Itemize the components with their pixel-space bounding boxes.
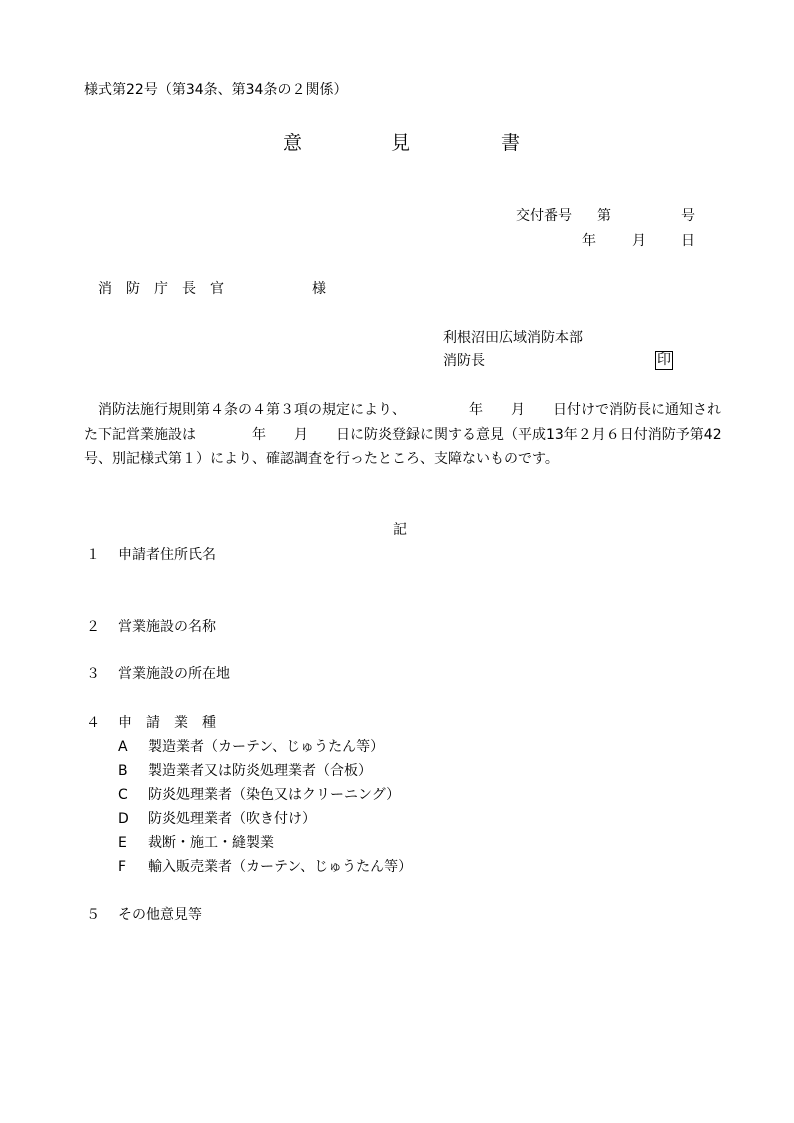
addressee-honorific: 様: [312, 281, 326, 297]
date-year: 年: [582, 233, 596, 249]
title-char-1: 意: [283, 132, 303, 154]
category-item: [118, 786, 400, 804]
sender-organization: 利根沼田広域消防本部: [443, 330, 583, 346]
body-text: 消防法施行規則第４条の４第３項の規定により、 年 月 日付けで消防長に通知された下記営業施設は 年 月 日に防炎登録に関する意見（平成13年２月６日付消防予第42号、別記様式第１）により、確認調査を行ったところ、支障ないものです。: [84, 402, 722, 467]
addressee-name: 消 防 庁 長 官: [98, 281, 224, 297]
category-label: 製造業者又は防炎処理業者（合板）: [148, 763, 372, 779]
category-letter: A: [118, 739, 128, 755]
item-label: 営業施設の所在地: [118, 666, 230, 682]
sender-title: 消防長: [443, 353, 485, 369]
form-number: 様式第22号（第34条、第34条の２関係）: [84, 82, 348, 98]
title-char-2: 見: [391, 132, 411, 154]
category-item: [118, 762, 372, 780]
category-letter: E: [118, 835, 127, 851]
item-label: 申請者住所氏名: [118, 547, 216, 563]
category-label: 製造業者（カーテン、じゅうたん等）: [148, 739, 385, 755]
item-number: ２: [86, 619, 100, 635]
item-number: ３: [86, 666, 100, 682]
issue-dai: 第: [597, 208, 611, 224]
item-number: ５: [86, 907, 100, 923]
item-number: ４: [86, 715, 100, 731]
date-month: 月: [632, 233, 646, 249]
item-number: １: [86, 547, 100, 563]
category-label: 輸入販売業者（カーテン、じゅうたん等）: [148, 859, 413, 875]
category-letter: C: [118, 787, 128, 803]
category-item: [118, 738, 384, 756]
category-label: 防炎処理業者（染色又はクリーニング）: [148, 787, 401, 803]
date-day: 日: [681, 233, 695, 249]
item-label: その他意見等: [118, 907, 202, 923]
category-letter: B: [118, 763, 128, 779]
issue-number-label: 交付番号: [516, 208, 572, 224]
category-item: [118, 834, 274, 852]
item-label: 営業施設の名称: [118, 619, 216, 635]
category-label: 裁断・施工・縫製業: [148, 835, 274, 851]
item-label: 申 請 業 種: [118, 715, 216, 731]
category-item: [118, 858, 412, 876]
title-char-3: 書: [501, 132, 521, 154]
category-item: [118, 810, 316, 828]
ki-heading: 記: [393, 522, 407, 538]
category-letter: F: [118, 859, 127, 875]
issue-go: 号: [681, 208, 695, 224]
seal-mark: 印: [657, 352, 671, 368]
body-paragraph: [84, 398, 724, 472]
category-letter: D: [118, 811, 129, 827]
category-label: 防炎処理業者（吹き付け）: [148, 811, 316, 827]
